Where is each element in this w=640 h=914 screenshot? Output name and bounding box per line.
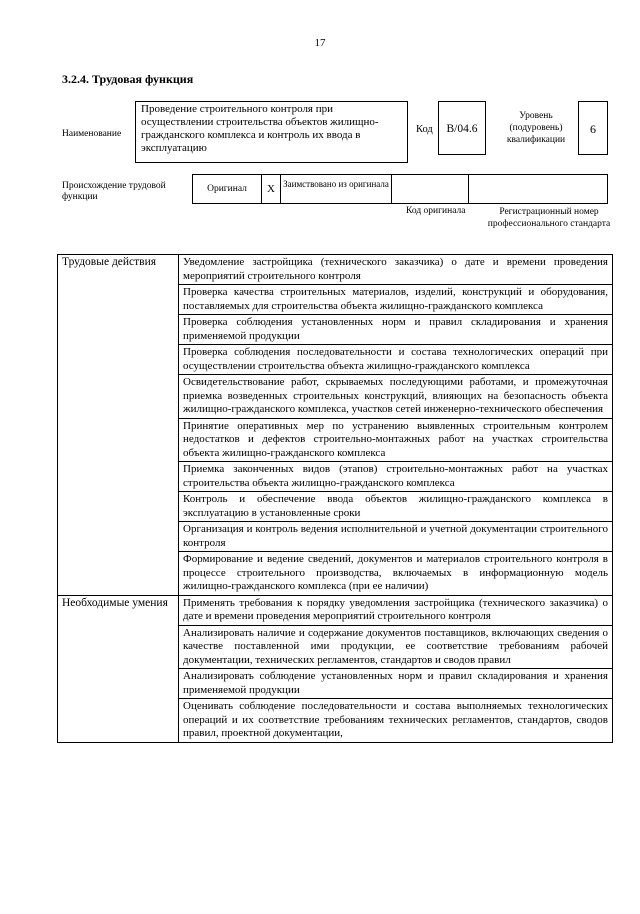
code-original-label: Код оригинала: [406, 206, 466, 216]
item-text: Оценивать соблюдение последовательности и состава выполняемых технологических операций и их соответствие требованиям технических регламентов, стандартов, сводов правил, проектной документации,: [179, 699, 613, 743]
table-row: [58, 345, 613, 375]
category-cell: [58, 492, 179, 522]
origin-borrowed: Заимствовано из оригинала: [280, 174, 392, 204]
level-value-box: 6: [578, 101, 608, 155]
table-row: [58, 669, 613, 699]
level-label: Уровень (подуровень) квалификации: [506, 111, 566, 145]
item-text: Формирование и ведение сведений, документов и материалов строительного контроля в процессе строительного производства, включаемых в информационную модель жилищно-гражданского комплекса (при ее наличии): [179, 552, 613, 596]
table-row: [58, 375, 613, 419]
name-value-box: Проведение строительного контроля при осуществлении строительства объектов жилищно-гражданского комплекса и контроль их ввода в эксплуатацию: [135, 101, 408, 163]
table-row: [58, 522, 613, 552]
category-cell: [58, 375, 179, 419]
category-cell: [58, 345, 179, 375]
category-cell: [58, 699, 179, 743]
name-label: Наименование: [62, 129, 122, 139]
section-title: 3.2.4. Трудовая функция: [62, 72, 194, 86]
origin-label: Происхождение трудовой функции: [62, 181, 166, 202]
origin-code-cell: [391, 174, 469, 204]
category-cell: [58, 552, 179, 596]
origin-original: Оригинал: [192, 174, 262, 204]
category-cell: [58, 418, 179, 462]
table-row: [58, 462, 613, 492]
item-text: Проверка соблюдения последовательности и состава технологических операций при осуществлении строительства объекта жилищно-гражданского комплекса: [179, 345, 613, 375]
origin-reg-cell: [468, 174, 608, 204]
item-text: Анализировать соблюдение установленных норм и правил складирования и хранения применяемой продукции: [179, 669, 613, 699]
table-row: [58, 552, 613, 596]
item-text: Проверка соблюдения установленных норм и правил складирования и хранения применяемой продукции: [179, 315, 613, 345]
table-row: [58, 285, 613, 315]
category-cell: [58, 669, 179, 699]
origin-row: [193, 174, 610, 204]
functions-table: [57, 254, 613, 743]
reg-number-label: Регистрационный номер профессионального стандарта: [487, 207, 611, 229]
item-text: Освидетельствование работ, скрываемых последующими работами, и промежуточная приемка возведенных строительных конструкций, влияющих на безопасность объекта жилищно-гражданского комплекса, участков сетей инженерно-технического обеспечения: [179, 375, 613, 419]
page-number: 17: [314, 37, 326, 49]
item-text: Уведомление застройщика (технического заказчика) о дате и времени проведения мероприятий строительного контроля: [179, 255, 613, 285]
table-row: [58, 699, 613, 743]
code-label: Код: [416, 124, 433, 135]
item-text: Применять требования к порядку уведомления застройщика (технического заказчика) о дате и времени проведения мероприятий строительного контроля: [179, 595, 613, 625]
item-text: Принятие оперативных мер по устранению выявленных строительным контролем недостатков и дефектов строительно-монтажных работ на участках строительства объекта жилищно-гражданского комплекса: [179, 418, 613, 462]
item-text: Приемка законченных видов (этапов) строительно-монтажных работ на участках строительства объекта жилищно-гражданского комплекса: [179, 462, 613, 492]
item-text: Организация и контроль ведения исполнительной и учетной документации строительного контроля: [179, 522, 613, 552]
table-row: [58, 255, 613, 285]
table-row: [58, 492, 613, 522]
item-text: Контроль и обеспечение ввода объектов жилищно-гражданского комплекса в эксплуатацию в установленные сроки: [179, 492, 613, 522]
item-text: Проверка качества строительных материалов, изделий, конструкций и оборудования, поставляемых для строительства объекта жилищно-гражданского комплекса: [179, 285, 613, 315]
table-row: [58, 595, 613, 625]
category-label: Необходимые умения: [58, 595, 179, 625]
category-cell: [58, 315, 179, 345]
category-label: Трудовые действия: [58, 255, 179, 285]
code-value-box: B/04.6: [438, 101, 486, 155]
item-text: Анализировать наличие и содержание документов поставщиков, включающих сведения о качестве поставленной ими продукции, ее соответствие требованиям рабочей документации, технических регламентов, стандартов и сводов правил: [179, 625, 613, 669]
category-cell: [58, 462, 179, 492]
category-cell: [58, 625, 179, 669]
origin-mark: X: [261, 174, 281, 204]
table-row: [58, 315, 613, 345]
table-row: [58, 418, 613, 462]
table-row: [58, 625, 613, 669]
category-cell: [58, 285, 179, 315]
category-cell: [58, 522, 179, 552]
